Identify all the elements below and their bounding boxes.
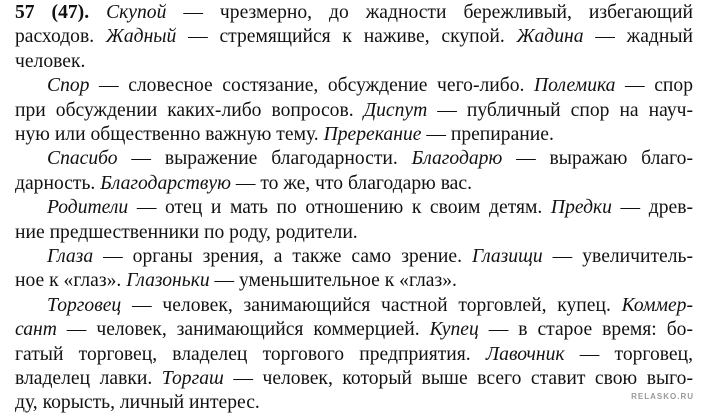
text-line: [15, 391, 693, 415]
text-line: [15, 25, 693, 49]
exercise-number: 57 (47).: [15, 2, 90, 23]
term-word: Лавочник: [485, 343, 565, 365]
definition-text: — торговец,: [564, 343, 693, 365]
definition-text: дарность.: [15, 172, 101, 194]
definition-text: — жадный: [583, 26, 694, 48]
text-line: [15, 50, 693, 74]
term-word: Коммер-: [621, 294, 693, 316]
definition-text: ное к «глаз».: [15, 270, 127, 292]
definition-text: — выражаю благо-: [502, 148, 693, 170]
term-word: Благодарствую: [100, 172, 231, 194]
definition-text: — человек, занимающийся коммерцией.: [56, 319, 430, 341]
text-line: [47, 294, 693, 318]
term-word: Торговец: [47, 294, 122, 316]
text-line: [15, 318, 693, 342]
definition-text: — древ-: [611, 197, 693, 219]
text-line: [47, 147, 693, 171]
term-word: Купец: [429, 319, 479, 341]
text-line: [15, 343, 693, 367]
definition-text: владелец лавки.: [15, 368, 162, 389]
definition-text: — отец и мать по отношению к своим детям.: [128, 197, 551, 219]
term-word: сант: [15, 319, 57, 341]
term-word: Глазоньки: [126, 270, 210, 292]
definition-text: человек.: [15, 50, 86, 72]
definition-text: — уменьшительное к «глаз».: [209, 270, 457, 292]
definition-text: ние предшественники по роду, родители.: [15, 221, 358, 243]
text-line: [47, 196, 693, 220]
text-line: [15, 269, 693, 293]
definition-text: — органы зрения, а также само зрение.: [93, 246, 472, 267]
definition-text: — человек, который выше всего ставит свою выго-: [223, 368, 693, 389]
term-word: Торгаш: [161, 368, 224, 389]
definition-text: гатый торговец, владелец торгового предприятия.: [15, 343, 486, 365]
definition-text: — в старое время: бо-: [478, 319, 693, 341]
term-word: Пререкание: [323, 124, 422, 145]
definition-text: — спор: [615, 75, 693, 97]
term-word: Жадный: [105, 26, 177, 48]
definition-text: — публичный спор на науч-: [427, 99, 693, 121]
text-line: [15, 172, 693, 196]
term-word: Спасибо: [47, 148, 118, 170]
term-word: Предки: [550, 197, 612, 219]
definition-text: ду, корысть, личный интерес.: [15, 392, 260, 414]
definition-text: — словесное состязание, обсуждение чего-либо.: [89, 75, 534, 97]
definition-text: — препирание.: [421, 124, 554, 145]
text-line: [15, 99, 693, 123]
text-line: [47, 74, 693, 98]
term-word: Полемика: [533, 75, 616, 97]
watermark: RELASKO.RU: [631, 391, 694, 401]
definition-text: — то же, что благодарю вас.: [230, 172, 472, 194]
term-word: Благодарю: [411, 148, 503, 170]
term-word: Спор: [47, 75, 90, 97]
text-line: [47, 245, 693, 269]
term-word: Родители: [47, 197, 129, 219]
definition-text: расходов.: [15, 26, 106, 48]
definition-text: ную или общественно важную тему.: [15, 124, 324, 145]
definition-text: — стремящийся к наживе, скупой.: [176, 26, 517, 48]
definition-text: при обсуждении каких-либо вопросов.: [15, 99, 364, 121]
term-word: Глазищи: [471, 246, 543, 267]
definition-text: — человек, занимающийся частной торговлей, купец.: [121, 294, 622, 316]
text-line: [15, 367, 693, 391]
definition-text: — выражение благодарности.: [117, 148, 412, 170]
term-word: Диспут: [363, 99, 428, 121]
text-line: [15, 221, 693, 245]
definition-text: — чрезмерно, до жадности бережливый, избегающий: [166, 2, 693, 23]
term-word: Глаза: [47, 246, 94, 267]
text-line: [15, 123, 693, 147]
term-word: Жадина: [516, 26, 584, 48]
term-word: Скупой: [106, 2, 167, 23]
text-line: [15, 1, 693, 25]
definition-text: — увеличитель-: [542, 246, 693, 267]
